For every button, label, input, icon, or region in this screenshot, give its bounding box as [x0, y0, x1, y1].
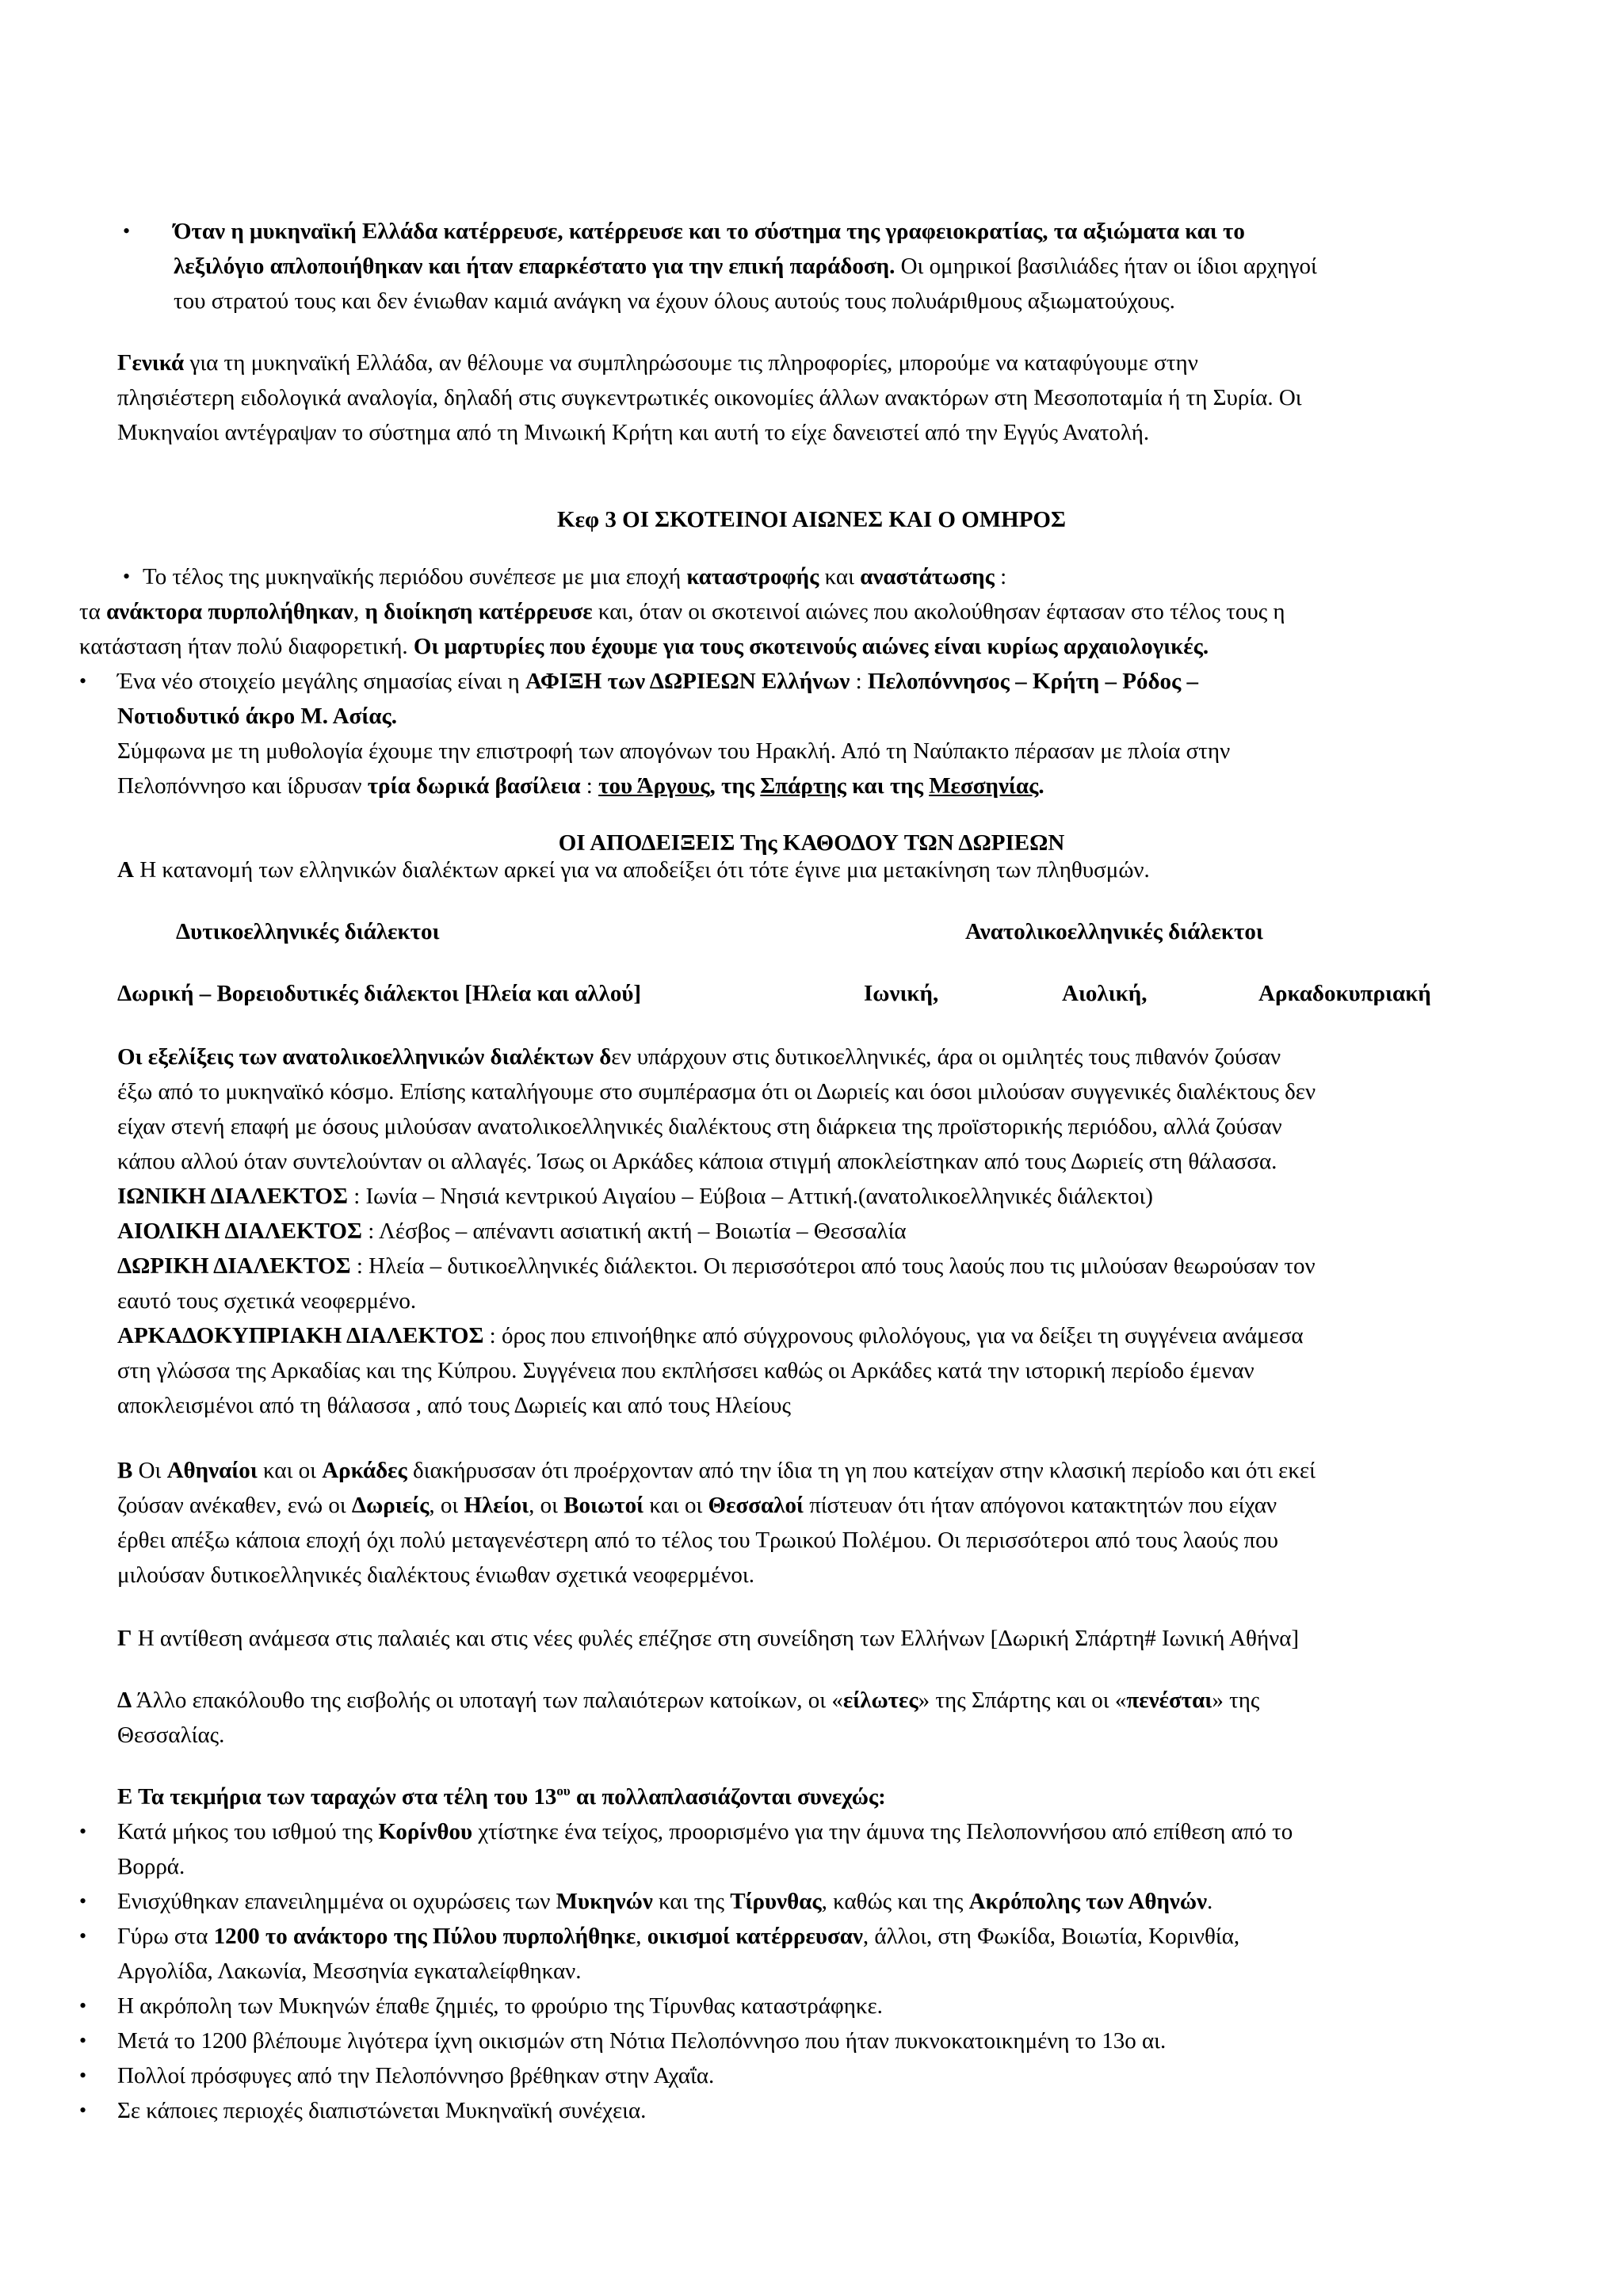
p2-line-2-text: πλησιέστερη ειδολογικά αναλογία, δηλαδή στις συγκεντρωτικές οικονομίες άλλων ανακτόρων στη Μεσοποταμία ή τη Συρία. Οι	[117, 385, 1302, 410]
e-b3-e: , άλλοι, στη Φωκίδα, Βοιωτία, Κορινθία,	[862, 1924, 1240, 1949]
bullet-icon: •	[79, 669, 87, 692]
e-bullet-4	[117, 1989, 1560, 2023]
s1-line-1-b: καταστροφής	[686, 564, 819, 589]
p1-line-2-rest: Οι ομηρικοί βασιλιάδες ήταν οι ίδιοι αρχηγοί	[895, 254, 1317, 279]
d-line-1-d: » της Σπάρτης και οι «	[918, 1688, 1127, 1713]
s1-line-7-a: Πελοπόννησο και ίδρυσαν	[117, 773, 368, 799]
s1-line-1-e: :	[994, 564, 1007, 589]
p2-line-1-rest: για τη μυκηναϊκή Ελλάδα, αν θέλουμε να συμπληρώσουμε τις πληροφορίες, μπορούμε να καταφύγουμε στην	[184, 350, 1198, 376]
ionic-dialect-label: ΙΩΝΙΚΗ ΔΙΑΛΕΚΤΟΣ	[117, 1184, 348, 1209]
b-line-3-text: έρθει απέξω κάποια εποχή όχι πολύ μεταγενέστερη από το τέλος του Τρωικού Πολέμου. Οι περισσότεροι από τους λαούς που	[117, 1527, 1279, 1553]
s1-line-6-text: Σύμφωνα με τη μυθολογία έχουμε την επιστροφή των απογόνων του Ηρακλή. Από τη Ναύπακτο πέρασαν με πλοία στην	[117, 738, 1231, 764]
bullet-icon: •	[123, 219, 131, 242]
west-dialects-header: Δυτικοελληνικές διάλεκτοι	[176, 919, 440, 944]
p1-line-3-text: του στρατού τους και δεν ένιωθαν καμιά ανάγκη να έχουν όλους αυτούς τους πολυάριθμους αξιωματούχους.	[174, 288, 1175, 314]
p3-line-11-text: αποκλεισμένοι από τη θάλασσα , από τους Δωριείς και από τους Ηλείους	[117, 1393, 791, 1418]
s1-line-2-c: ,	[353, 599, 365, 624]
d-penestae: πενέσται	[1126, 1688, 1212, 1713]
e-b3-a: Γύρω στα	[117, 1924, 214, 1949]
b-line-2-a: ζούσαν ανέκαθεν, ενώ οι	[117, 1493, 352, 1518]
p3-line-7	[117, 1249, 1560, 1283]
s1-line-2-b: ανάκτορα πυρπολήθηκαν	[106, 599, 353, 624]
s1-line-1-c: και	[819, 564, 861, 589]
b-line-1-f: διακήρυσσαν ότι προέρχονταν από την ίδια τη γη που κατείχαν στην κλασική περίοδο και ότι εκεί	[407, 1458, 1316, 1483]
b-line-2	[117, 1488, 1560, 1523]
e-bullet-3-line-1	[117, 1919, 1560, 1954]
p3-line-1	[117, 1039, 1560, 1074]
e-b6-text: Πολλοί πρόσφυγες από την Πελοπόννησο βρέθηκαν στην Αχαΐα.	[117, 2063, 715, 2088]
e-b2-a: Ενισχύθηκαν επανειλημμένα οι οχυρώσεις των	[117, 1889, 556, 1914]
s1-line-7	[117, 769, 1560, 803]
e-bullet-2	[117, 1884, 1560, 1919]
p1-line-1-text: Όταν η μυκηναϊκή Ελλάδα κατέρρευσε, κατέρρευσε και το σύστημα της γραφειοκρατίας, τα αξιώματα και το	[174, 219, 1245, 244]
p3-line-8-text: εαυτό τους σχετικά νεοφερμένο.	[117, 1288, 417, 1314]
d-line-2	[117, 1718, 1560, 1753]
s1-line-4-a: Ένα νέο στοιχείο μεγάλης σημασίας είναι η	[117, 669, 526, 694]
e-b1-c: χτίστηκε ένα τείχος, προορισμένο για την άμυνα της Πελοποννήσου από επίθεση από το	[472, 1819, 1293, 1844]
g-text: Η αντίθεση ανάμεσα στις παλαιές και στις νέες φυλές επέζησε στη συνείδηση των Ελλήνων [Δωρική Σπάρτη# Ιωνική Αθήνα]	[132, 1626, 1300, 1651]
p3-line-11	[117, 1388, 1560, 1423]
arcadocypriot-dialect-label: ΑΡΚΑΔΟΚΥΠΡΙΑΚΗ ΔΙΑΛΕΚΤΟΣ	[117, 1323, 484, 1348]
p3-line-9	[117, 1318, 1560, 1353]
p1-line-1	[174, 214, 1559, 249]
e-b1-a: Κατά μήκος του ισθμού της	[117, 1819, 379, 1844]
b-line-2-c: , οι	[429, 1493, 464, 1518]
e-b1-l2: Βορρά.	[117, 1854, 185, 1879]
b-line-2-i: πίστευαν ότι ήταν απόγονοι κατακτητών που είχαν	[803, 1493, 1277, 1518]
d-line-1-f: » της	[1212, 1688, 1260, 1713]
a-letter: Α	[117, 857, 134, 883]
e-bullet-3-line-2	[117, 1954, 1560, 1989]
e-b1-corinth: Κορίνθου	[378, 1819, 473, 1844]
e-b7-text: Σε κάποιες περιοχές διαπιστώνεται Μυκηναϊκή συνέχεια.	[117, 2098, 647, 2123]
p3-line-8	[117, 1283, 1560, 1318]
b-eleans: Ηλείοι	[464, 1493, 529, 1518]
d-helots: είλωτες	[842, 1688, 918, 1713]
kingdom-messinia: Μεσσηνίας	[929, 773, 1039, 799]
s1-line-7-b: τρία δωρικά βασίλεια	[367, 773, 581, 799]
b-line-4-text: μιλούσαν δυτικοελληνικές διαλέκτους ένιωθαν σχετικά νεοφερμένοι.	[117, 1562, 754, 1588]
p3-line-5-b: : Ιωνία – Νησιά κεντρικού Αιγαίου – Εύβοια – Αττική.(ανατολικοελληνικές διάλεκτοι)	[347, 1184, 1153, 1209]
a-line	[117, 852, 1560, 887]
a-text: Η κατανομή των ελληνικών διαλέκτων αρκεί για να αποδείξει ότι τότε έγινε μια μετακίνηση των πληθυσμών.	[133, 857, 1150, 883]
p3-line-1-a: Οι εξελίξεις των ανατολικοελληνικών διαλέκτων δ	[117, 1044, 612, 1070]
e-title	[117, 1779, 1560, 1814]
g-letter: Γ	[117, 1626, 132, 1651]
e-b2-acropolis: Ακρόπολης των Αθηνών	[968, 1889, 1208, 1914]
east-dialect-arcadocypriot: Αρκαδοκυπριακή	[1258, 981, 1431, 1006]
s1-line-2-d: η διοίκηση κατέρρευσε	[365, 599, 593, 624]
p3-line-2-text: έξω από το μυκηναϊκό κόσμο. Επίσης καταλήγουμε στο συμπέρασμα ότι οι Δωριείς και όσοι μιλούσαν συγγενικές διαλέκτους δεν	[117, 1079, 1316, 1104]
s1-line-1-a: Το τέλος της μυκηναϊκής περιόδου συνέπεσε με μια εποχή	[143, 564, 687, 589]
e-title-sup: ου	[556, 1783, 571, 1798]
p3-line-4-text: κάπου αλλού όταν συντελούνταν οι αλλαγές. Ίσως οι Αρκάδες κάποια στιγμή αποκλείστηκαν από τους Δωριείς στη θάλασσα.	[117, 1149, 1277, 1174]
bullet-icon: •	[79, 1820, 87, 1843]
e-b3-l2: Αργολίδα, Λακωνία, Μεσσηνία εγκαταλείφθηκαν.	[117, 1958, 582, 1984]
e-b2-c: και της	[652, 1889, 731, 1914]
s1-line-4	[117, 664, 1560, 699]
e-bullet-6	[117, 2058, 1560, 2093]
s1-line-7-e: , της	[709, 773, 761, 799]
s1-line-1	[143, 559, 1561, 594]
p1-line-2-bold: λεξιλόγιο απλοποιήθηκαν και ήταν επαρκέστατο για την επική παράδοση.	[174, 254, 896, 279]
e-b2-mycenae: Μυκηνών	[556, 1889, 653, 1914]
s1-line-3	[79, 629, 1560, 664]
b-line-4	[117, 1558, 1560, 1592]
p3-line-3-text: είχαν στενή επαφή με όσους μιλούσαν ανατολικοελληνικές διαλέκτους στη διάρκεια της προϊστορικής περιόδου, αλλά ζούσαν	[117, 1114, 1282, 1139]
e-bullet-5	[117, 2023, 1560, 2058]
b-letter: Β	[117, 1458, 133, 1483]
chapter-title: Κεφ 3 ΟΙ ΣΚΟΤΕΙΝΟΙ ΑΙΩΝΕΣ ΚΑΙ Ο ΟΜΗΡΟΣ	[557, 507, 1066, 532]
g-line	[117, 1621, 1560, 1656]
e-b3-pylos: 1200 το ανάκτορο της Πύλου πυρπολήθηκε	[213, 1924, 636, 1949]
e-b3-settlements: οικισμοί κατέρρευσαν	[647, 1924, 863, 1949]
bullet-icon: •	[79, 1924, 87, 1947]
b-arcadians: Αρκάδες	[322, 1458, 407, 1483]
p1-line-3	[174, 284, 1559, 318]
p3-line-7-b: : Ηλεία – δυτικοελληνικές διάλεκτοι. Οι περισσότεροι από τους λαούς που τις μιλούσαν θεωρούσαν τον	[350, 1253, 1316, 1279]
d-line-1-b: Άλλο επακόλουθο της εισβολής οι υποταγή των παλαιότερων κατοίκων, οι «	[132, 1688, 843, 1713]
s1-line-7-g: και της	[846, 773, 930, 799]
evidence-title: ΟΙ ΑΠΟΔΕΙΞΕΙΣ Της ΚΑΘΟΔΟΥ ΤΩΝ ΔΩΡΙΕΩΝ	[558, 830, 1065, 856]
e-b2-tiryns: Τίρυνθας	[730, 1889, 822, 1914]
p3-line-6-b: : Λέσβος – απέναντι ασιατική ακτή – Βοιωτία – Θεσσαλία	[361, 1219, 907, 1244]
d-line-1	[117, 1683, 1560, 1718]
s1-line-7-i: .	[1038, 773, 1044, 799]
bullet-icon: •	[79, 2029, 87, 2052]
doric-dialect-label: ΔΩΡΙΚΗ ΔΙΑΛΕΚΤΟΣ	[117, 1253, 351, 1279]
bullet-icon: •	[79, 1994, 87, 2017]
b-line-1-b: Οι	[132, 1458, 167, 1483]
p3-line-2	[117, 1074, 1560, 1109]
s1-line-2-e: και, όταν οι σκοτεινοί αιώνες που ακολούθησαν έφτασαν στο τέλος τους η	[592, 599, 1285, 624]
b-athenians: Αθηναίοι	[166, 1458, 258, 1483]
p3-line-5	[117, 1179, 1560, 1214]
s1-line-2-a: τα	[79, 599, 107, 624]
e-title-a: Ε Τα τεκμήρια των ταραχών στα τέλη του 13	[117, 1784, 557, 1810]
p2-line-3-text: Μυκηναίοι αντέγραψαν το σύστημα από τη Μινωική Κρήτη και αυτή το είχε δανειστεί από την Εγγύς Ανατολή.	[117, 420, 1150, 445]
east-dialect-aeolic: Αιολική,	[1062, 981, 1148, 1006]
s1-line-1-d: αναστάτωσης	[860, 564, 995, 589]
p3-line-4	[117, 1144, 1560, 1179]
bullet-icon: •	[79, 2064, 87, 2087]
p1-line-2	[174, 249, 1559, 284]
kingdom-argos: του Άργους	[598, 773, 710, 799]
s1-line-4-d: Πελοπόννησος – Κρήτη – Ρόδος –	[867, 669, 1199, 694]
b-line-1	[117, 1453, 1560, 1488]
s1-line-5-text: Νοτιοδυτικό άκρο Μ. Ασίας.	[117, 704, 397, 729]
p3-line-10-text: στη γλώσσα της Αρκαδίας και της Κύπρου. Συγγένεια που εκπλήσσει καθώς οι Αρκάδες κατά την ιστορική περίοδο έμεναν	[117, 1358, 1254, 1383]
s1-line-4-c: :	[850, 669, 868, 694]
p2-line-3	[117, 415, 1560, 450]
p3-line-10	[117, 1353, 1560, 1388]
e-b3-c: ,	[636, 1924, 647, 1949]
e-bullet-1-line-2	[117, 1849, 1560, 1884]
s1-line-7-c: :	[580, 773, 599, 799]
p2-line-1-bold: Γενικά	[117, 350, 185, 376]
e-b4-text: Η ακρόπολη των Μυκηνών έπαθε ζημιές, το φρούριο της Τίρυνθας καταστράφηκε.	[117, 1993, 883, 2019]
p3-line-6	[117, 1214, 1560, 1249]
s1-line-3-a: κατάσταση ήταν πολύ διαφορετική.	[79, 634, 414, 659]
kingdom-sparta: Σπάρτης	[760, 773, 846, 799]
s1-line-6	[117, 734, 1560, 769]
s1-line-3-b: Οι μαρτυρίες που έχουμε για τους σκοτεινούς αιώνες είναι κυρίως αρχαιολογικές.	[413, 634, 1209, 659]
b-line-2-e: , οι	[529, 1493, 564, 1518]
d-line-2-text: Θεσσαλίας.	[117, 1722, 225, 1748]
p3-line-9-b: : όρος που επινοήθηκε από σύγχρονους φιλολόγους, για να δείξει τη συγγένεια ανάμεσα	[483, 1323, 1304, 1348]
b-dorians: Δωριείς	[351, 1493, 430, 1518]
e-bullet-1-line-1	[117, 1814, 1560, 1849]
d-letter: Δ	[117, 1688, 132, 1713]
p2-line-1	[117, 345, 1560, 380]
b-thessalians: Θεσσαλοί	[708, 1493, 804, 1518]
west-dialects-list: Δωρική – Βορειοδυτικές διάλεκτοι [Ηλεία και αλλού]	[117, 981, 642, 1006]
p3-line-1-b: εν υπάρχουν στις δυτικοελληνικές, άρα οι ομιλητές τους πιθανόν ζούσαν	[611, 1044, 1281, 1070]
p2-line-2	[117, 380, 1560, 415]
e-b5-text: Μετά το 1200 βλέπουμε λιγότερα ίχνη οικισμών στη Νότια Πελοπόννησο που ήταν πυκνοκατοικημένη το 13ο αι.	[117, 2028, 1167, 2054]
east-dialects-header: Ανατολικοελληνικές διάλεκτοι	[965, 919, 1263, 944]
b-line-2-g: και οι	[643, 1493, 708, 1518]
e-b2-e: , καθώς και της	[821, 1889, 969, 1914]
s1-line-2	[79, 594, 1560, 629]
bullet-icon: •	[79, 2099, 87, 2122]
b-line-1-d: και οι	[257, 1458, 323, 1483]
e-title-b: αι πολλαπλασιάζονται συνεχώς:	[570, 1784, 886, 1810]
b-boeotians: Βοιωτοί	[563, 1493, 644, 1518]
bullet-icon: •	[123, 565, 131, 588]
bullet-icon: •	[79, 1890, 87, 1913]
s1-line-4-b: ΑΦΙΞΗ των ΔΩΡΙΕΩΝ Ελλήνων	[525, 669, 850, 694]
s1-line-5	[117, 699, 1560, 734]
e-bullet-7	[117, 2093, 1560, 2128]
e-b2-g: .	[1207, 1889, 1213, 1914]
p3-line-3	[117, 1109, 1560, 1144]
east-dialect-ionic: Ιωνική,	[864, 981, 939, 1006]
b-line-3	[117, 1523, 1560, 1558]
aeolic-dialect-label: ΑΙΟΛΙΚΗ ΔΙΑΛΕΚΤΟΣ	[117, 1219, 362, 1244]
